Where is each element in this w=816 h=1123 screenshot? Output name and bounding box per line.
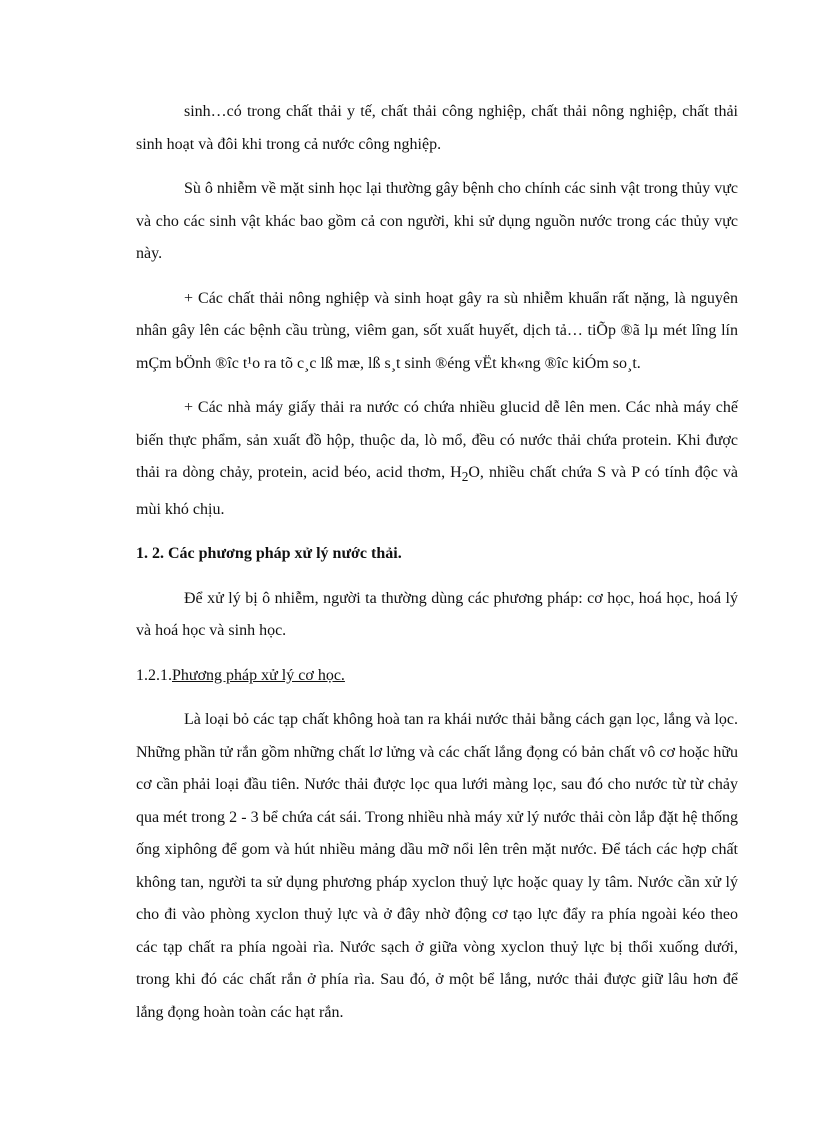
subscript-2: 2: [461, 469, 469, 485]
paragraph-1: sinh…có trong chất thải y tế, chất thải công nghiệp, chất thải nông nghiệp, chất thải sinh hoạt và đôi khi trong cả nước công nghiệp.: [136, 103, 738, 153]
paragraph-4-text-a: + Các nhà máy giấy thải ra nước có chứa nhiều glucid dễ lên men. Các nhà máy chế biến thực phẩm, sản xuất đồ hộp, thuộc da, lò mổ, đều có nước thải chứa protein. Khi được thải ra dòng chảy, protein, acid béo, acid thơm, H: [136, 399, 738, 481]
subsection-title: Phương pháp xử lý cơ học.: [172, 666, 345, 684]
subsection-number: 1.2.1.: [136, 666, 172, 684]
paragraph-3: + Các chất thải nông nghiệp và sinh hoạt gây ra sù nhiễm khuẩn rất nặng, là nguyên nhân gây lên các bệnh cầu trùng, viêm gan, sốt xuất huyết, dịch tả… tiÕp ®ã lµ mét lîng lín mÇm bÖnh ®îc t¹o ra tõ c¸c lß mæ, lß s¸t sinh ®éng vËt kh«ng ®îc kiÓm so¸t.: [136, 289, 738, 372]
subsection-heading-1-2-1: [136, 660, 738, 693]
paragraph-5: Để xử lý bị ô nhiễm, người ta thường dùng các phương pháp: cơ học, hoá học, hoá lý và hoá học và sinh học.: [136, 589, 738, 640]
section-heading-1-2: 1. 2. Các phương pháp xử lý nước thải.: [136, 545, 402, 563]
document-page: [136, 96, 738, 1029]
paragraph-4: [136, 392, 738, 526]
paragraph-4-text-b: O, nhiều chất chứa S và P có tính độc và mùi khó chịu.: [136, 464, 739, 518]
paragraph-6: Là loại bỏ các tạp chất không hoà tan ra khái nước thải bằng cách gạn lọc, lắng và lọc. Những phần tử rắn gồm những chất lơ lửng và các chất lắng đọng có bản chất vô cơ hoặc hữu cơ cần phải loại đầu tiên. Nước thải được lọc qua lưới màng lọc, sau đó cho nước từ từ chảy qua mét trong 2 - 3 bể chứa cát sái. Trong nhiều nhà máy xử lý nước thải còn lắp đặt hệ thống ống xiphông để gom và hút nhiều mảng dầu mỡ nổi lên trên mặt nước. Để tách các hợp chất không tan, người ta sử dụng phương pháp xyclon thuỷ lực hoặc quay ly tâm. Nước cần xử lý cho đi vào phòng xyclon thuỷ lực và ở đây nhờ động cơ tạo lực đẩy ra phía ngoài kéo theo các tạp chất ra phía ngoài rìa. Nước sạch ở giữa vòng xyclon thuỷ lực bị thổi xuống dưới, trong khi đó các chất rắn ở phía rìa. Sau đó, ở một bể lắng, nước thải được giữ lâu hơn để lắng đọng hoàn toàn các hạt rắn.: [136, 711, 738, 1021]
paragraph-2: Sù ô nhiễm về mặt sinh học lại thường gây bệnh cho chính các sinh vật trong thủy vực và cho các sinh vật khác bao gồm cả con người, khi sử dụng nguồn nước trong các thủy vực này.: [136, 180, 738, 262]
